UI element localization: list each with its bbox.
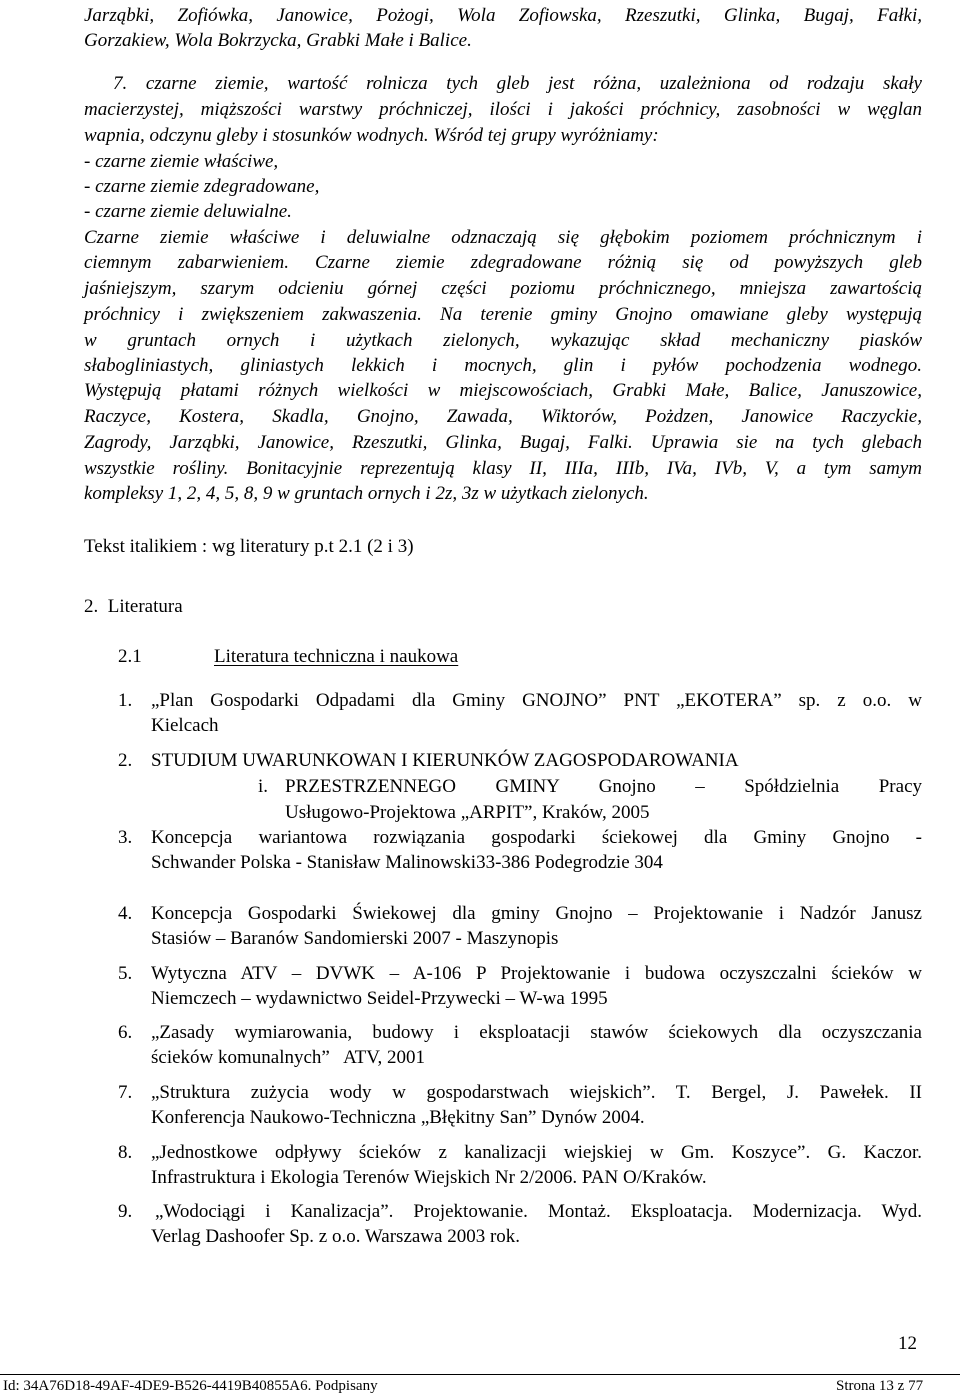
para7-line: 7. czarne ziemie, wartość rolnicza tych gleb jest różna, uzależniona od rodzaju skały [113,73,922,94]
reference-number: 8. [118,1142,133,1163]
reference-text: ścieków komunalnych” ATV, 2001 [151,1047,426,1068]
reference-text: Koncepcja wariantowa rozwiązania gospodarki ściekowej dla Gminy Gnojno - [151,827,922,848]
subsection-number: 2.1 [118,646,142,667]
intro-line-2: Gorzakiew, Wola Bokrzycka, Grabki Małe i Balice. [84,30,472,51]
para7-list-item: - czarne ziemie deluwialne. [84,201,292,222]
para7-list-item: - czarne ziemie zdegradowane, [84,176,320,197]
reference-text: Koncepcja Gospodarki Świekowej dla gminy Gnojno – Projektowanie i Nadzór Janusz [151,903,922,924]
reference-number: 9. [118,1201,133,1222]
reference-text: Stasiów – Baranów Sandomierski 2007 - Maszynopis [151,928,559,949]
para7-line: kompleksy 1, 2, 4, 5, 8, 9 w gruntach ornych i 2z, 3z w użytkach zielonych. [84,483,649,504]
reference-number: 5. [118,963,133,984]
reference-number: 1. [118,690,133,711]
reference-text: Kielcach [151,715,219,736]
para7-line: słabogliniastych, gliniastych lekkich i mocnych, glin i pyłów pochodzenia wodnego. [84,355,922,376]
para7-line: jaśniejszym, szarym odcieniu górnej części poziomu próchnicznego, mniejsza zawartością [84,278,922,299]
para7-list-item: - czarne ziemie właściwe, [84,151,279,172]
reference-text: „Wodociągi i Kanalizacja”. Projektowanie. Montaż. Eksploatacja. Modernizacja. Wyd. [155,1201,922,1222]
footer-divider [0,1374,960,1375]
reference-number: 3. [118,827,133,848]
reference-number: 4. [118,903,133,924]
para7-line: wszystkie rośliny. Bonitacyjnie reprezentują klasy II, IIIa, IIIb, IVa, IVb, V, a tym samym [84,458,922,479]
para7-line: Raczyce, Kostera, Skadla, Gnojno, Zawada, Wiktorów, Pożdzen, Janowice Raczyckie, [84,406,922,427]
reference-number: 2. [118,750,133,771]
reference-text: Wytyczna ATV – DVWK – A-106 P Projektowanie i budowa oczyszczalni ścieków w [151,963,922,984]
reference-text: Usługowo-Projektowa „ARPIT”, Kraków, 2005 [285,802,650,823]
reference-text: Konferencja Naukowo-Techniczna „Błękitny San” Dynów 2004. [151,1107,645,1128]
section-title: Literatura [107,596,183,617]
para7-line: wapnia, odczynu gleby i stosunków wodnych. Wśród tej grupy wyróżniamy: [84,125,659,146]
footer-document-id: Id: 34A76D18-49AF-4DE9-B526-4419B40855A6. Podpisany [3,1378,378,1394]
para7-line: ciemnym zabarwieniem. Czarne ziemie zdegradowane różnią się od powyższych gleb [84,252,922,273]
source-note: Tekst italikiem : wg literatury p.t 2.1 (2 i 3) [84,536,414,557]
reference-text: „Plan Gospodarki Odpadami dla Gminy GNOJNO” PNT „EKOTERA” sp. z o.o. w [151,690,922,711]
section-heading [84,597,183,616]
para7-line: Czarne ziemie właściwe i deluwialne odznaczają się głębokim poziomem próchnicznym i [84,227,922,248]
para7-line: próchnicy i zwiększeniem zakwaszenia. Na terenie gminy Gnojno omawiane gleby występują [84,304,922,325]
section-number: 2. [84,596,99,617]
reference-text: Infrastruktura i Ekologia Terenów Wiejskich Nr 2/2006. PAN O/Kraków. [151,1167,707,1188]
reference-text: PRZESTRZENNEGO GMINY Gnojno – Spółdzielnia Pracy [285,776,922,797]
para7-line: Występują płatami różnych wielkości w miejscowościach, Grabki Małe, Balice, Januszowice, [84,380,922,401]
intro-line-1: Jarząbki, Zofiówka, Janowice, Pożogi, Wola Zofiowska, Rzeszutki, Glinka, Bugaj, Fałki, [84,5,922,26]
subsection-heading [118,647,489,666]
reference-text: Verlag Dashoofer Sp. z o.o. Warszawa 2003 rok. [151,1226,521,1247]
page-number: 12 [898,1333,917,1354]
reference-text: „Zasady wymiarowania, budowy i eksploatacji stawów ściekowych dla oczyszczania [151,1022,922,1043]
reference-number: 6. [118,1022,133,1043]
reference-number: 7. [118,1082,133,1103]
subsection-title: Literatura techniczna i naukowa [214,646,459,667]
reference-text: STUDIUM UWARUNKOWAN I KIERUNKÓW ZAGOSPODAROWANIA [151,750,739,771]
reference-text: „Jednostkowe odpływy ścieków z kanalizacji wiejskiej w Gm. Koszyce”. G. Kaczor. [151,1142,922,1163]
reference-text: Niemczech – wydawnictwo Seidel-Przywecki – W-wa 1995 [151,988,608,1009]
para7-line: macierzystej, miąższości warstwy próchniczej, ilości i jakości próchnicy, zasobności w węglan [84,99,922,120]
para7-line: w gruntach ornych i użytkach zielonych, wykazując skład mechaniczny piasków [84,330,922,351]
reference-sub-number: i. [258,776,269,797]
para7-line: Zagrody, Jarząbki, Janowice, Rzeszutki, Glinka, Bugaj, Falki. Uprawia sie na tych glebach [84,432,922,453]
reference-text: „Struktura zużycia wody w gospodarstwach wiejskich”. T. Bergel, J. Pawełek. II [151,1082,922,1103]
footer-page-counter: Strona 13 z 77 [836,1378,924,1394]
reference-text: Schwander Polska - Stanisław Malinowski33-386 Podegrodzie 304 [151,852,663,873]
